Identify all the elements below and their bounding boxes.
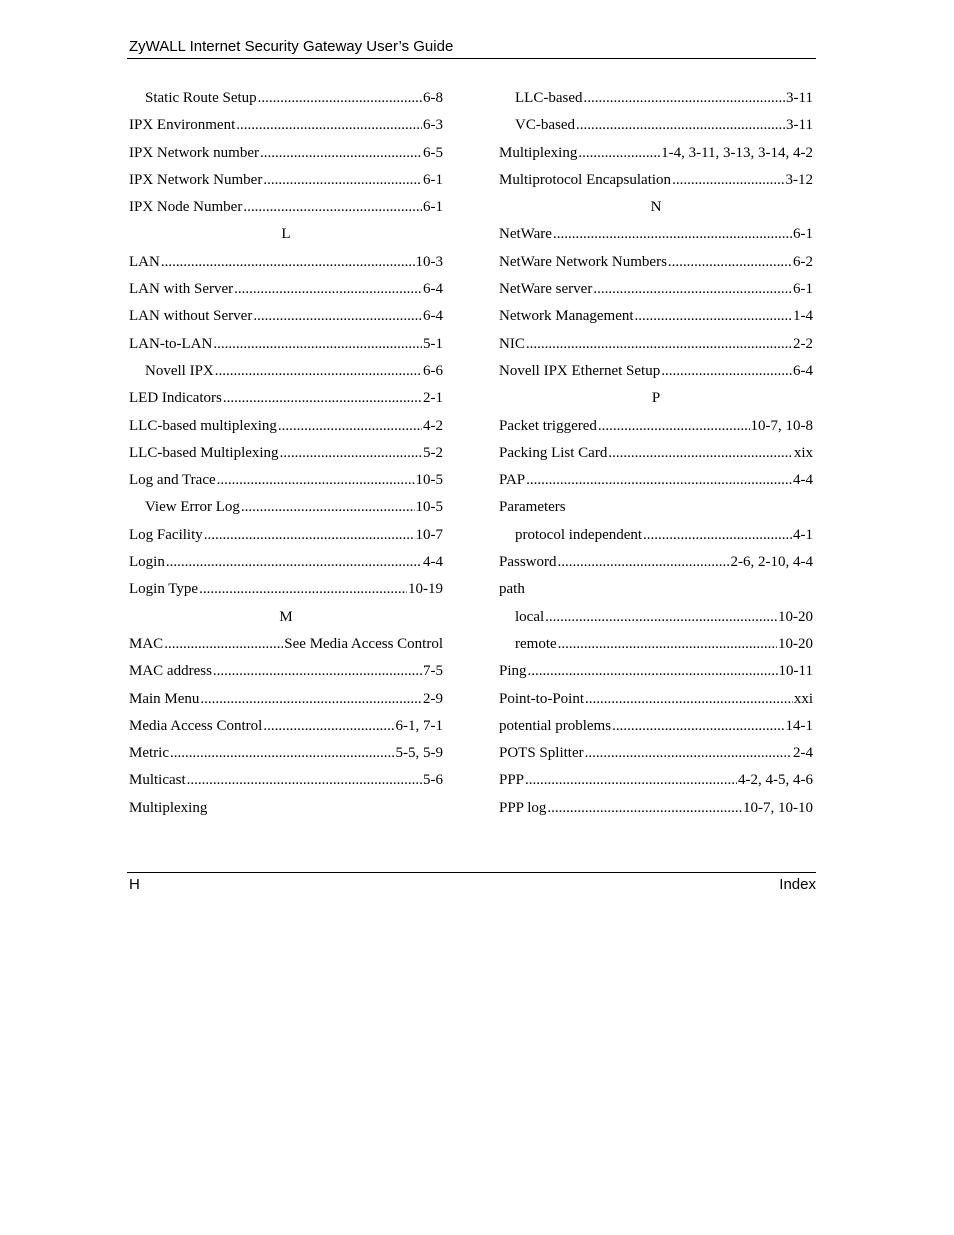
index-letter-heading bbox=[129, 221, 443, 248]
dot-leader bbox=[585, 740, 792, 767]
page-reference: 10-5 bbox=[415, 499, 443, 516]
index-entry bbox=[129, 331, 443, 358]
dot-leader bbox=[528, 658, 778, 685]
index-term: View Error Log bbox=[145, 499, 240, 516]
index-entry bbox=[129, 631, 443, 658]
page-reference: 4-2 bbox=[423, 417, 443, 434]
dot-leader bbox=[241, 494, 415, 521]
index-entry bbox=[129, 194, 443, 221]
index-entry bbox=[499, 658, 813, 685]
page-header bbox=[127, 37, 816, 59]
page-reference: xxi bbox=[793, 690, 813, 707]
index-entry bbox=[499, 331, 813, 358]
index-term: local bbox=[515, 608, 545, 625]
index-term: Packing List Card bbox=[499, 444, 608, 461]
page-reference: 10-20 bbox=[778, 635, 813, 652]
page-reference: 1-4 bbox=[793, 308, 813, 325]
index-term: Point-to-Point bbox=[499, 690, 585, 707]
index-entry bbox=[129, 467, 443, 494]
page-reference: 10-7 bbox=[415, 526, 443, 543]
dot-leader bbox=[243, 194, 422, 221]
dot-leader bbox=[526, 467, 792, 494]
section-name: Index bbox=[779, 876, 816, 893]
index-term: IPX Network number bbox=[129, 144, 259, 161]
index-entry bbox=[499, 686, 813, 713]
index-term: Multiplexing bbox=[129, 799, 208, 816]
index-term: LAN with Server bbox=[129, 281, 234, 298]
page-reference: 6-4 bbox=[793, 362, 813, 379]
index-entry bbox=[129, 167, 443, 194]
page-reference: 7-5 bbox=[423, 663, 443, 680]
index-term: remote bbox=[515, 635, 557, 652]
index-term: LLC-based multiplexing bbox=[129, 417, 277, 434]
index-entry bbox=[129, 413, 443, 440]
dot-leader bbox=[215, 358, 422, 385]
index-entry bbox=[129, 249, 443, 276]
dot-leader bbox=[612, 713, 784, 740]
index-entry-group bbox=[129, 795, 443, 822]
page-reference: 2-9 bbox=[423, 690, 443, 707]
dot-leader bbox=[278, 413, 422, 440]
page-reference: 10-5 bbox=[415, 472, 443, 489]
dot-leader bbox=[672, 167, 784, 194]
index-subentry bbox=[499, 112, 813, 139]
index-entry bbox=[499, 413, 813, 440]
page-reference: 10-11 bbox=[778, 663, 813, 680]
index-term: VC-based bbox=[515, 117, 575, 134]
dot-leader bbox=[217, 467, 415, 494]
dot-leader bbox=[260, 140, 422, 167]
index-term: Log Facility bbox=[129, 526, 203, 543]
dot-leader bbox=[608, 440, 793, 467]
index-term: Packet triggered bbox=[499, 417, 597, 434]
index-term: PPP bbox=[499, 772, 525, 789]
index-term: Login bbox=[129, 554, 165, 571]
dot-leader bbox=[558, 549, 730, 576]
index-term: Media Access Control bbox=[129, 717, 263, 734]
index-subentry bbox=[499, 631, 813, 658]
page-reference: 10-7, 10-8 bbox=[750, 417, 813, 434]
page-reference: 6-1 bbox=[793, 281, 813, 298]
index-term: Novell IPX Ethernet Setup bbox=[499, 362, 661, 379]
page-reference: 1-4, 3-11, 3-13, 3-14, 4-2 bbox=[661, 144, 813, 161]
page-reference: 5-6 bbox=[423, 772, 443, 789]
dot-leader bbox=[187, 767, 422, 794]
index-entry bbox=[129, 740, 443, 767]
dot-leader bbox=[576, 112, 785, 139]
index-entry bbox=[499, 276, 813, 303]
index-subentry bbox=[129, 494, 443, 521]
dot-leader bbox=[164, 631, 283, 658]
page-reference: 6-1 bbox=[423, 199, 443, 216]
dot-leader bbox=[263, 167, 422, 194]
index-term: Static Route Setup bbox=[145, 90, 257, 106]
letter-label: M bbox=[279, 608, 293, 625]
page-reference: 6-3 bbox=[423, 117, 443, 134]
dot-leader bbox=[161, 249, 415, 276]
index-term: Network Management bbox=[499, 308, 634, 325]
dot-leader bbox=[213, 331, 422, 358]
index-entry bbox=[499, 467, 813, 494]
page-reference: 6-2 bbox=[793, 253, 813, 270]
index-entry bbox=[499, 249, 813, 276]
index-term: IPX Node Number bbox=[129, 199, 243, 216]
dot-leader bbox=[236, 112, 422, 139]
page-reference: 10-3 bbox=[415, 253, 443, 270]
dot-leader bbox=[553, 221, 792, 248]
index-term: LED Indicators bbox=[129, 390, 222, 407]
dot-leader bbox=[668, 249, 792, 276]
dot-leader bbox=[200, 686, 422, 713]
index-entry bbox=[129, 440, 443, 467]
page-reference: 10-7, 10-10 bbox=[743, 799, 813, 816]
index-term: PPP log bbox=[499, 799, 547, 816]
dot-leader bbox=[558, 631, 777, 658]
dot-leader bbox=[547, 795, 742, 822]
index-term: IPX Network Number bbox=[129, 171, 263, 188]
page-reference: 5-5, 5-9 bbox=[395, 745, 443, 762]
index-letter-heading bbox=[129, 604, 443, 631]
index-column-left bbox=[129, 85, 443, 822]
page-reference: 4-2, 4-5, 4-6 bbox=[738, 772, 813, 789]
index-entry-group bbox=[499, 494, 813, 521]
dot-leader bbox=[598, 413, 750, 440]
index-entry bbox=[129, 686, 443, 713]
index-entry bbox=[499, 549, 813, 576]
page-reference: 4-1 bbox=[793, 526, 813, 543]
page-reference: 2-1 bbox=[423, 390, 443, 407]
index-term: protocol independent bbox=[515, 526, 643, 543]
page-reference: 6-1 bbox=[423, 171, 443, 188]
index-term: PAP bbox=[499, 472, 526, 489]
page-reference: 14-1 bbox=[785, 717, 813, 734]
dot-leader bbox=[213, 658, 422, 685]
page-reference: 6-8 bbox=[423, 90, 443, 106]
page-number: H bbox=[129, 876, 140, 893]
dot-leader bbox=[583, 85, 785, 112]
index-entry bbox=[499, 795, 813, 822]
document-title: ZyWALL Internet Security Gateway User’s Guide bbox=[129, 38, 454, 55]
index-term: NetWare bbox=[499, 226, 552, 243]
index-entry bbox=[129, 112, 443, 139]
index-column-right bbox=[499, 85, 813, 822]
letter-label: L bbox=[281, 226, 291, 243]
dot-leader bbox=[661, 358, 792, 385]
dot-leader bbox=[593, 276, 792, 303]
dot-leader bbox=[234, 276, 422, 303]
index-entry bbox=[499, 358, 813, 385]
index-term: LLC-based bbox=[515, 90, 583, 106]
page-reference: 3-12 bbox=[785, 171, 813, 188]
index-entry bbox=[129, 522, 443, 549]
index-entry bbox=[129, 385, 443, 412]
page-reference: 10-19 bbox=[408, 581, 443, 598]
dot-leader bbox=[526, 331, 792, 358]
index-entry-group bbox=[499, 576, 813, 603]
page-reference: 6-4 bbox=[423, 281, 443, 298]
index-subentry bbox=[499, 522, 813, 549]
index-entry bbox=[129, 713, 443, 740]
index-term: Metric bbox=[129, 745, 169, 762]
dot-leader bbox=[525, 767, 737, 794]
index-entry bbox=[129, 658, 443, 685]
dot-leader bbox=[204, 522, 415, 549]
index-term: path bbox=[499, 581, 525, 598]
page-footer bbox=[127, 872, 816, 895]
page-reference: 4-4 bbox=[423, 554, 443, 571]
index-term: Multiprotocol Encapsulation bbox=[499, 171, 672, 188]
letter-label: N bbox=[650, 199, 662, 216]
page-reference: 6-4 bbox=[423, 308, 443, 325]
index-term: Novell IPX bbox=[145, 362, 214, 379]
index-letter-heading bbox=[499, 194, 813, 221]
dot-leader bbox=[578, 140, 660, 167]
index-term: Log and Trace bbox=[129, 472, 216, 489]
page-reference: 3-11 bbox=[786, 117, 813, 134]
index-entry bbox=[499, 713, 813, 740]
page-reference: 6-1, 7-1 bbox=[395, 717, 443, 734]
page-reference: 6-6 bbox=[423, 362, 443, 379]
index-term: Ping bbox=[499, 663, 527, 680]
index-term: Parameters bbox=[499, 499, 566, 516]
page-reference: 6-1 bbox=[793, 226, 813, 243]
index-term: LAN bbox=[129, 253, 160, 270]
page-reference: 10-20 bbox=[778, 608, 813, 625]
page-reference: 4-4 bbox=[793, 472, 813, 489]
dot-leader bbox=[199, 576, 407, 603]
index-entry bbox=[499, 140, 813, 167]
index-entry bbox=[129, 767, 443, 794]
dot-leader bbox=[258, 85, 422, 112]
index-subentry bbox=[499, 85, 813, 112]
index-letter-heading bbox=[499, 385, 813, 412]
index-entry bbox=[129, 576, 443, 603]
index-subentry bbox=[499, 604, 813, 631]
dot-leader bbox=[585, 686, 793, 713]
page-reference: 5-1 bbox=[423, 335, 443, 352]
dot-leader bbox=[635, 303, 792, 330]
index-term: NetWare server bbox=[499, 281, 593, 298]
index-term: MAC address bbox=[129, 663, 212, 680]
letter-label: P bbox=[651, 390, 661, 407]
index-subentry bbox=[129, 85, 443, 112]
index-term: IPX Environment bbox=[129, 117, 236, 134]
page-reference: See Media Access Control bbox=[284, 635, 443, 652]
page-reference: 3-11 bbox=[786, 90, 813, 106]
dot-leader bbox=[263, 713, 394, 740]
index-term: LLC-based Multiplexing bbox=[129, 444, 279, 461]
index-term: LAN without Server bbox=[129, 308, 253, 325]
index-entry bbox=[129, 140, 443, 167]
dot-leader bbox=[643, 522, 792, 549]
index-term: Main Menu bbox=[129, 690, 200, 707]
index-term: LAN-to-LAN bbox=[129, 335, 213, 352]
dot-leader bbox=[223, 385, 422, 412]
page-reference: 6-5 bbox=[423, 144, 443, 161]
dot-leader bbox=[253, 303, 422, 330]
index-term: potential problems bbox=[499, 717, 612, 734]
dot-leader bbox=[170, 740, 395, 767]
index-term: Password bbox=[499, 554, 557, 571]
index-term: NIC bbox=[499, 335, 525, 352]
page-reference: 2-6, 2-10, 4-4 bbox=[730, 554, 813, 571]
index-entry bbox=[499, 303, 813, 330]
dot-leader bbox=[545, 604, 777, 631]
index-entry bbox=[499, 221, 813, 248]
index-subentry bbox=[129, 358, 443, 385]
index-term: NetWare Network Numbers bbox=[499, 253, 667, 270]
index-term: MAC bbox=[129, 635, 164, 652]
page-reference: 2-4 bbox=[793, 745, 813, 762]
page-reference: 5-2 bbox=[423, 444, 443, 461]
index-entry bbox=[129, 549, 443, 576]
page-reference: xix bbox=[793, 444, 813, 461]
dot-leader bbox=[166, 549, 422, 576]
index-entry bbox=[499, 767, 813, 794]
index-entry bbox=[129, 276, 443, 303]
index-entry bbox=[499, 440, 813, 467]
index-entry bbox=[499, 167, 813, 194]
index-entry bbox=[129, 303, 443, 330]
index-term: POTS Splitter bbox=[499, 745, 584, 762]
index-term: Login Type bbox=[129, 581, 199, 598]
index-entry bbox=[499, 740, 813, 767]
index-term: Multicast bbox=[129, 772, 186, 789]
dot-leader bbox=[280, 440, 422, 467]
page-reference: 2-2 bbox=[793, 335, 813, 352]
index-term: Multiplexing bbox=[499, 144, 578, 161]
